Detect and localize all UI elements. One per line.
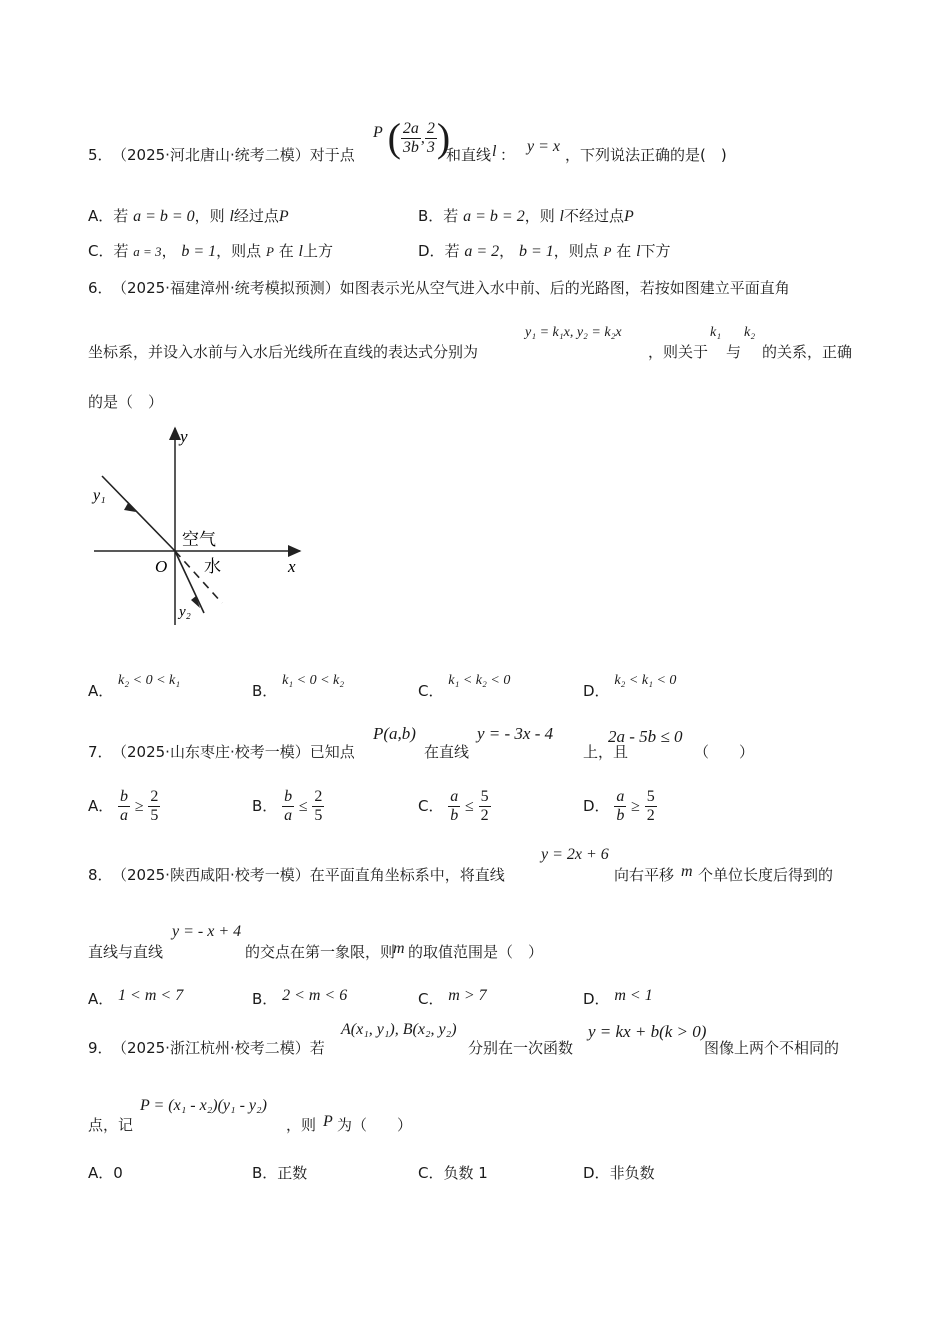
- option-text: ，则: [194, 207, 225, 225]
- option-label: A．: [88, 990, 114, 1008]
- q8-option-b[interactable]: [252, 988, 347, 1009]
- q9-line2b: ，则: [286, 1116, 317, 1134]
- incident-ray: [102, 476, 175, 551]
- option-text: 若: [113, 207, 129, 225]
- q7-mid: 在直线: [424, 743, 470, 761]
- option-label: C．: [418, 797, 444, 815]
- option-label: D．: [583, 682, 610, 700]
- q5-paren-right: ): [436, 115, 451, 160]
- frac-denominator: 5: [314, 807, 323, 824]
- frac-numerator: a: [450, 788, 459, 805]
- option-math: 1 < m < 7: [118, 987, 184, 1004]
- option-text: ，则点: [553, 242, 599, 260]
- frac-denominator: 2: [646, 807, 655, 824]
- option-frac: [282, 788, 294, 825]
- q5-point-P: P: [373, 124, 383, 141]
- option-math: m > 7: [448, 987, 487, 1004]
- option-math: P: [603, 244, 612, 259]
- q5-frac-2: [425, 120, 437, 157]
- option-label: B．: [252, 1164, 278, 1182]
- q9-option-d[interactable]: [583, 1162, 655, 1183]
- q5-point: [373, 115, 451, 160]
- option-text: ，则点: [216, 242, 262, 260]
- q5-source: （2025·河北唐山·统考二模）对于点: [112, 146, 355, 164]
- q7-option-c[interactable]: [418, 788, 491, 825]
- option-math: l: [559, 208, 564, 225]
- option-frac: [312, 788, 324, 825]
- fig-water-label: 水: [204, 557, 221, 577]
- frac-numerator: 5: [646, 788, 655, 805]
- q5-option-a[interactable]: [88, 205, 289, 226]
- q9-P: P: [323, 1113, 333, 1130]
- option-math: a = b = 0: [133, 208, 195, 225]
- q8-option-d[interactable]: [583, 988, 653, 1009]
- q6-yu: 与: [726, 343, 742, 361]
- q5-colon: ：: [500, 146, 516, 164]
- q7-point: P(a,b): [373, 724, 416, 743]
- q7-option-d[interactable]: [583, 788, 657, 825]
- option-math: 2 < m < 6: [282, 987, 348, 1004]
- fig-origin-label: O: [155, 557, 168, 576]
- frac-denominator: 5: [150, 807, 159, 824]
- frac-numerator: a: [616, 788, 625, 805]
- q6-line2c: 的关系，正确: [762, 343, 853, 361]
- q5-option-d[interactable]: [418, 240, 671, 261]
- option-math: P: [623, 208, 634, 225]
- option-math: P: [265, 244, 274, 259]
- option-label: D．: [583, 1164, 610, 1182]
- q8-equation-2: y = - x + 4: [172, 923, 242, 940]
- option-math: a = b = 2: [463, 208, 525, 225]
- q9-mid: 分别在一次函数: [468, 1039, 574, 1057]
- option-text: 上方: [302, 242, 333, 260]
- q5-comma: ,: [420, 129, 425, 147]
- option-text: 非负数: [609, 1164, 655, 1182]
- q7-tail: （ ）: [694, 743, 755, 761]
- q6-k2: k₂: [744, 325, 756, 340]
- q6-option-d[interactable]: [583, 668, 677, 700]
- option-label: A．: [88, 207, 114, 225]
- q9-equation: y = kx + b(k > 0): [588, 1022, 707, 1041]
- q7-number: 7．: [88, 743, 113, 761]
- frac-numerator: b: [120, 788, 129, 805]
- option-label: A．: [88, 682, 114, 700]
- q8-option-c[interactable]: [418, 988, 487, 1009]
- q6-line2a: 坐标系，并设入水前与入水后光线所在直线的表达式分别为: [88, 343, 479, 361]
- option-operator: ≥: [134, 798, 144, 815]
- q7-inequality: 2a - 5b ≤ 0: [608, 727, 683, 746]
- q9-option-b[interactable]: [252, 1162, 307, 1183]
- q9-tail: 图像上两个不相同的: [704, 1039, 840, 1057]
- q8-m2: m: [393, 940, 405, 957]
- frac-denominator: a: [120, 807, 129, 824]
- option-math: l: [298, 243, 303, 260]
- option-math: k₁ < k₂ < 0: [448, 673, 511, 688]
- q7-equation: y = - 3x - 4: [477, 724, 554, 743]
- q5-equation: y = x: [527, 138, 560, 155]
- option-label: C．: [88, 242, 114, 260]
- q6-option-a[interactable]: [88, 668, 181, 700]
- option-operator: ≥: [631, 798, 640, 815]
- frac-denominator: 3b: [402, 138, 419, 156]
- option-text: 不经过点: [563, 207, 624, 225]
- frac-numerator: 2: [314, 788, 323, 805]
- q8-mid2: 个单位长度后得到的: [698, 866, 834, 884]
- q7-mid2: 上，且: [583, 743, 629, 761]
- option-text: ，则: [524, 207, 555, 225]
- option-text: 若: [113, 242, 129, 260]
- q8-source: （2025·陕西咸阳·校考一模）在平面直角坐标系中，将直线: [112, 866, 505, 884]
- option-math: b = 1: [518, 243, 554, 260]
- option-math: k₂ < k₁ < 0: [614, 673, 677, 688]
- frac-numerator: 5: [480, 788, 489, 805]
- frac-numerator: 2a: [402, 119, 419, 137]
- option-math: k₂ < 0 < k₁: [118, 673, 181, 688]
- option-operator: ≤: [465, 798, 474, 815]
- option-label: C．: [418, 682, 444, 700]
- option-label: D．: [583, 990, 610, 1008]
- q8-number: 8．: [88, 866, 113, 884]
- option-math: a = 3: [133, 244, 162, 259]
- option-math: k₁ < 0 < k₂: [282, 673, 345, 688]
- option-label: B．: [252, 990, 278, 1008]
- q6-number: 6．: [88, 279, 113, 297]
- q6-light-path-figure: [88, 420, 308, 630]
- q5-option-b[interactable]: [418, 205, 634, 226]
- option-frac: [118, 788, 130, 825]
- q9-source: （2025·浙江杭州·校考二模）若: [112, 1039, 325, 1057]
- q8-mid: 向右平移: [614, 866, 675, 884]
- frac-numerator: 2: [426, 119, 435, 137]
- q6-option-b[interactable]: [252, 668, 345, 700]
- option-label: A．: [88, 1164, 114, 1182]
- option-label: B．: [252, 797, 278, 815]
- q9-option-a[interactable]: [88, 1162, 123, 1183]
- q8-line2c: 的取值范围是（ ）: [408, 943, 544, 961]
- option-text: ，: [161, 242, 177, 260]
- option-math: l: [229, 208, 234, 225]
- frac-denominator: b: [616, 807, 625, 824]
- option-text: 在: [278, 242, 294, 260]
- q9-number: 9．: [88, 1039, 113, 1057]
- option-frac: [148, 788, 160, 825]
- fig-x-label: x: [288, 557, 296, 576]
- fig-y2-label: y₂: [179, 604, 191, 620]
- option-label: A．: [88, 797, 114, 815]
- option-label: B．: [252, 682, 278, 700]
- option-operator: ≤: [298, 798, 308, 815]
- q9-option-c[interactable]: [418, 1162, 488, 1183]
- frac-numerator: 2: [150, 788, 159, 805]
- option-text: 在: [616, 242, 632, 260]
- q5-paren-left: (: [387, 115, 401, 160]
- q5-tail: ，下列说法正确的是( ): [565, 146, 727, 164]
- option-frac: [614, 788, 626, 825]
- q8-line2b: 的交点在第一象限，则: [245, 943, 396, 961]
- q5-number: 5．: [88, 146, 113, 164]
- q8-equation-1: y = 2x + 6: [541, 846, 609, 863]
- option-math: b = 1: [181, 243, 217, 260]
- frac-denominator: b: [450, 807, 459, 824]
- q9-line2c: 为（ ）: [337, 1116, 413, 1134]
- q7-option-b[interactable]: [252, 788, 324, 825]
- option-frac: [448, 788, 460, 825]
- option-label: C．: [418, 990, 444, 1008]
- q6-equation: y₁ = k₁x, y₂ = k₂x: [525, 325, 622, 340]
- frac-denominator: a: [284, 807, 293, 824]
- fig-y1-label: y₁: [93, 487, 106, 504]
- option-math: l: [636, 243, 641, 260]
- q5-mid: 和直线: [446, 146, 492, 164]
- q6-line1: （2025·福建漳州·统考模拟预测）如图表示光从空气进入水中前、后的光路图，若按如图建立平面直角: [112, 279, 790, 297]
- option-label: C．: [418, 1164, 444, 1182]
- option-label: D．: [583, 797, 610, 815]
- option-text: 经过点: [233, 207, 279, 225]
- frac-denominator: 2: [480, 807, 489, 824]
- q5-option-c[interactable]: [88, 240, 333, 261]
- q6-k1: k₁: [710, 325, 722, 340]
- q8-m: m: [681, 863, 693, 880]
- q7-option-a[interactable]: [88, 788, 160, 825]
- q9-P-equation: P = (x₁ - x₂)(y₁ - y₂): [140, 1097, 267, 1114]
- q6-line2b: ，则关于: [648, 343, 709, 361]
- option-text: 若: [443, 207, 459, 225]
- option-text: ，: [499, 242, 515, 260]
- q6-option-c[interactable]: [418, 668, 511, 700]
- q8-line2a: 直线与直线: [88, 943, 164, 961]
- q9-points: A(x₁, y₁), B(x₂, y₂): [341, 1021, 457, 1038]
- option-text: 0: [113, 1164, 123, 1182]
- q6-line3: 的是（ ）: [88, 393, 164, 411]
- option-text: 下方: [640, 242, 671, 260]
- q5-frac-1: [401, 120, 421, 157]
- option-text: 负数 1: [443, 1164, 488, 1182]
- option-frac: [645, 788, 657, 825]
- option-text: 正数: [277, 1164, 308, 1182]
- q7-source: （2025·山东枣庄·校考一模）已知点: [112, 743, 355, 761]
- option-math: a = 2: [464, 243, 500, 260]
- q9-line2a: 点，记: [88, 1116, 134, 1134]
- option-label: D．: [418, 242, 445, 260]
- option-text: 若: [444, 242, 460, 260]
- frac-numerator: b: [284, 788, 293, 805]
- option-label: B．: [418, 207, 444, 225]
- option-frac: [479, 788, 491, 825]
- fig-air-label: 空气: [182, 530, 216, 550]
- q8-option-a[interactable]: [88, 988, 183, 1009]
- option-math: P: [278, 208, 289, 225]
- frac-denominator: 3: [426, 138, 435, 156]
- option-math: m < 1: [614, 987, 653, 1004]
- q5-line-l: l: [492, 143, 497, 160]
- fig-y-label: y: [180, 427, 188, 446]
